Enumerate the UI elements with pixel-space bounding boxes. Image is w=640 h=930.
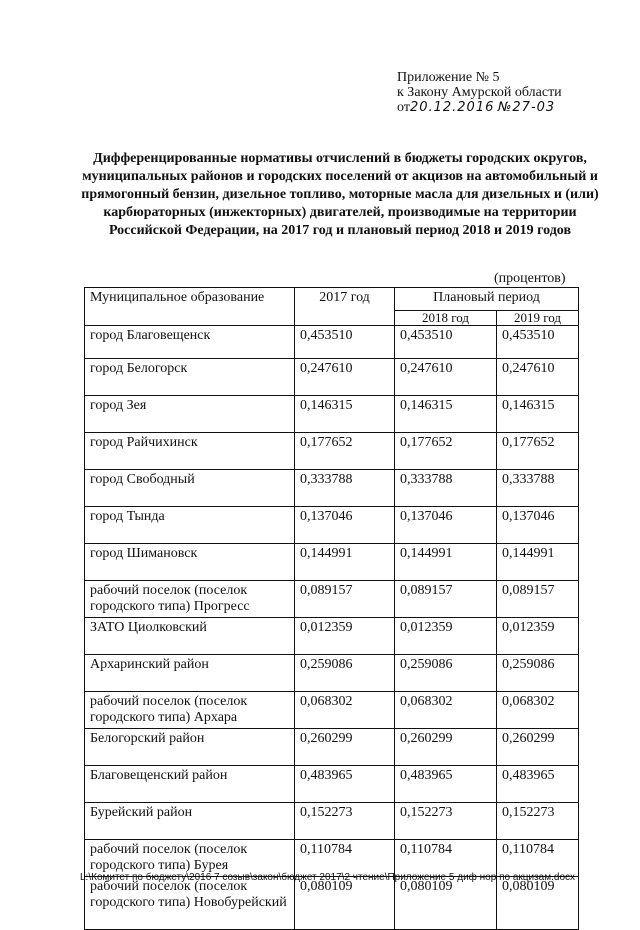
value-2019-cell: 0,260299 — [497, 729, 579, 766]
value-2018-cell: 0,453510 — [395, 326, 497, 359]
value-2018-cell: 0,247610 — [395, 359, 497, 396]
value-2017-cell: 0,260299 — [295, 729, 395, 766]
value-2017-cell: 0,247610 — [295, 359, 395, 396]
value-2017-cell: 0,110784 — [295, 840, 395, 877]
value-2017-cell: 0,146315 — [295, 396, 395, 433]
value-2019-cell: 0,453510 — [497, 326, 579, 359]
value-2018-cell: 0,259086 — [395, 655, 497, 692]
value-2018-cell: 0,260299 — [395, 729, 497, 766]
value-2019-cell: 0,483965 — [497, 766, 579, 803]
value-2019-cell: 0,146315 — [497, 396, 579, 433]
value-2019-cell: 0,333788 — [497, 470, 579, 507]
value-2018-cell: 0,177652 — [395, 433, 497, 470]
value-2017-cell: 0,483965 — [295, 766, 395, 803]
table-row — [85, 840, 579, 877]
value-2019-cell: 0,080109 — [497, 877, 579, 930]
table-row — [85, 396, 579, 433]
municipality-cell: рабочий поселок (поселок городского типа) Архара — [85, 692, 295, 729]
table-row — [85, 359, 579, 396]
value-2019-cell: 0,152273 — [497, 803, 579, 840]
value-2019-cell: 0,110784 — [497, 840, 579, 877]
header-municipality: Муниципальное образование — [85, 288, 295, 326]
value-2018-cell: 0,089157 — [395, 581, 497, 618]
header-2018: 2018 год — [395, 311, 497, 326]
value-2017-cell: 0,177652 — [295, 433, 395, 470]
municipality-cell: рабочий поселок (поселок городского типа) Прогресс — [85, 581, 295, 618]
file-path-footer: L:\Комитет по бюджету\2016 7 созыв\закон\бюджет 2017\2 чтение\Приложение 5 диф нор по акцизам.docx — [80, 872, 576, 883]
municipality-cell: Благовещенский район — [85, 766, 295, 803]
value-2018-cell: 0,146315 — [395, 396, 497, 433]
table-row — [85, 729, 579, 766]
table-row — [85, 326, 579, 359]
table-row — [85, 766, 579, 803]
value-2019-cell: 0,012359 — [497, 618, 579, 655]
value-2018-cell: 0,137046 — [395, 507, 497, 544]
value-2017-cell: 0,259086 — [295, 655, 395, 692]
value-2017-cell: 0,068302 — [295, 692, 395, 729]
norms-table — [84, 287, 579, 930]
municipality-cell: город Шимановск — [85, 544, 295, 581]
value-2018-cell: 0,333788 — [395, 470, 497, 507]
value-2018-cell: 0,080109 — [395, 877, 497, 930]
value-2019-cell: 0,247610 — [497, 359, 579, 396]
table-row — [85, 581, 579, 618]
value-2018-cell: 0,144991 — [395, 544, 497, 581]
value-2017-cell: 0,333788 — [295, 470, 395, 507]
municipality-cell: рабочий поселок (поселок городского типа) Новобурейский — [85, 877, 295, 930]
appendix-date-prefix: от — [397, 100, 410, 115]
table-row — [85, 433, 579, 470]
document-title: Дифференцированные нормативы отчислений в бюджеты городских округов, муниципальных районов и городских поселений от акцизов на автомобильный и прямогонный бензин, дизельное топливо, моторные масла для дизельных и (или) карбюраторных (инжекторных) двигателей, производимые на территории Российской Федерации, на 2017 год и плановый период 2018 и 2019 годов — [81, 151, 599, 238]
municipality-cell: город Райчихинск — [85, 433, 295, 470]
table-row — [85, 618, 579, 655]
header-planned-period: Плановый период — [395, 288, 579, 311]
handwritten-date: 20.12.2016 — [409, 100, 495, 115]
value-2018-cell: 0,483965 — [395, 766, 497, 803]
value-2018-cell: 0,110784 — [395, 840, 497, 877]
value-2019-cell: 0,177652 — [497, 433, 579, 470]
value-2017-cell: 0,144991 — [295, 544, 395, 581]
value-2017-cell: 0,012359 — [295, 618, 395, 655]
header-2017: 2017 год — [295, 288, 395, 326]
value-2019-cell: 0,144991 — [497, 544, 579, 581]
value-2019-cell: 0,259086 — [497, 655, 579, 692]
appendix-header — [397, 70, 562, 115]
table-row — [85, 544, 579, 581]
value-2017-cell: 0,137046 — [295, 507, 395, 544]
table-row — [85, 655, 579, 692]
municipality-cell: город Благовещенск — [85, 326, 295, 359]
municipality-cell: город Тында — [85, 507, 295, 544]
handwritten-number: №27-03 — [497, 100, 556, 115]
unit-label: (процентов) — [494, 271, 566, 286]
value-2019-cell: 0,089157 — [497, 581, 579, 618]
table-row — [85, 803, 579, 840]
municipality-cell: город Белогорск — [85, 359, 295, 396]
municipality-cell: ЗАТО Циолковский — [85, 618, 295, 655]
value-2017-cell: 0,080109 — [295, 877, 395, 930]
value-2018-cell: 0,068302 — [395, 692, 497, 729]
table-row — [85, 877, 579, 930]
header-2019: 2019 год — [497, 311, 579, 326]
table-row — [85, 692, 579, 729]
appendix-number: Приложение № 5 — [397, 70, 500, 85]
municipality-cell: Архаринский район — [85, 655, 295, 692]
appendix-law: к Закону Амурской области — [397, 85, 562, 100]
municipality-cell: Бурейский район — [85, 803, 295, 840]
municipality-cell: город Свободный — [85, 470, 295, 507]
value-2019-cell: 0,137046 — [497, 507, 579, 544]
value-2019-cell: 0,068302 — [497, 692, 579, 729]
value-2017-cell: 0,152273 — [295, 803, 395, 840]
value-2018-cell: 0,012359 — [395, 618, 497, 655]
value-2018-cell: 0,152273 — [395, 803, 497, 840]
municipality-cell: город Зея — [85, 396, 295, 433]
appendix-date-line — [397, 100, 562, 115]
municipality-cell: рабочий поселок (поселок городского типа) Бурея — [85, 840, 295, 877]
value-2017-cell: 0,453510 — [295, 326, 395, 359]
value-2017-cell: 0,089157 — [295, 581, 395, 618]
table-row — [85, 507, 579, 544]
municipality-cell: Белогорский район — [85, 729, 295, 766]
table-row — [85, 470, 579, 507]
